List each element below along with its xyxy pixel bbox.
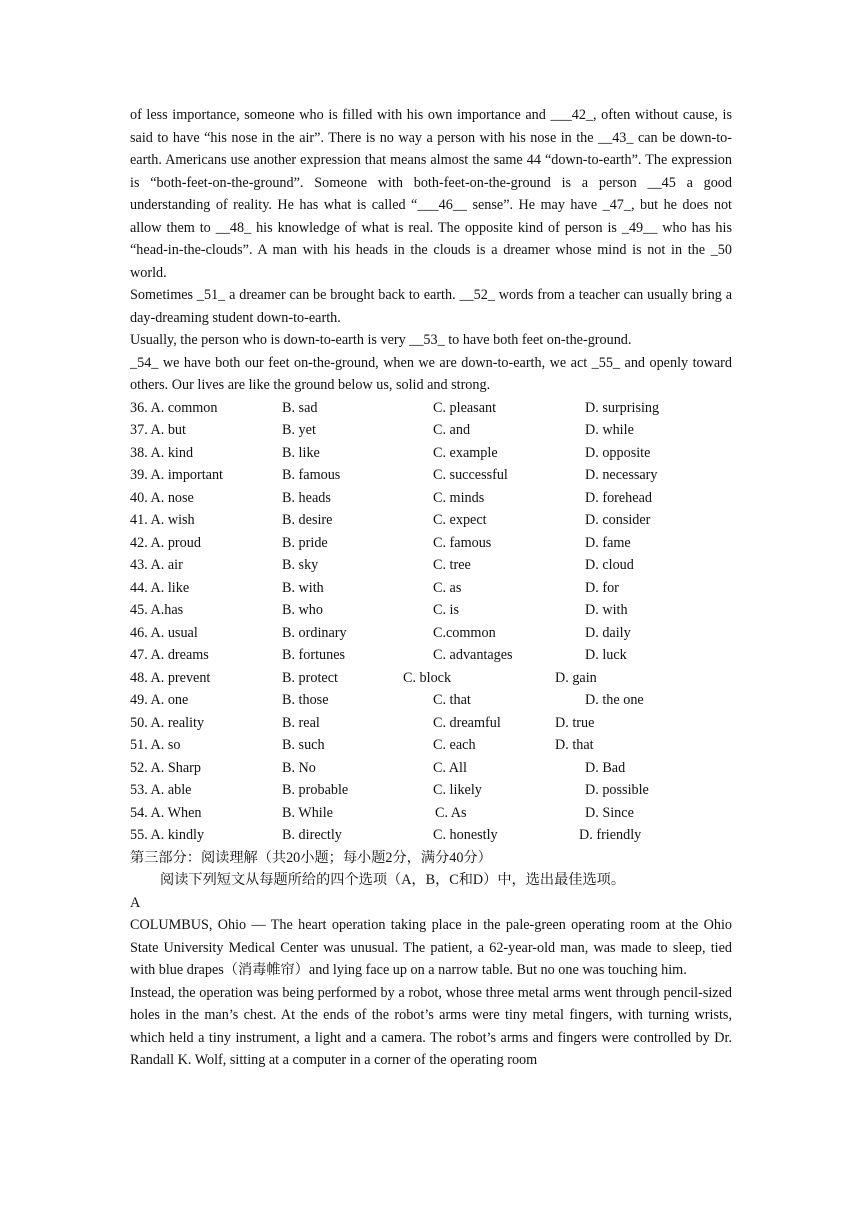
- option-c: C. minds: [433, 489, 485, 506]
- option-row: [130, 779, 732, 802]
- option-d: D. that: [555, 737, 594, 753]
- option-a: 48. A. prevent: [130, 669, 211, 686]
- reading-passage: [130, 914, 732, 1072]
- option-c: C. each: [433, 737, 476, 753]
- option-row: [130, 667, 732, 690]
- option-d: D. luck: [585, 647, 627, 663]
- option-d: D. surprising: [585, 399, 660, 416]
- option-b: B. pride: [282, 534, 328, 551]
- option-row: [130, 509, 732, 532]
- option-d: D. friendly: [579, 827, 642, 843]
- passage-label: A: [130, 894, 141, 911]
- option-c: C. example: [433, 444, 498, 461]
- option-c: C. expect: [433, 512, 487, 528]
- option-d: D. consider: [585, 512, 651, 528]
- option-a: 45. A.has: [130, 602, 184, 618]
- option-b: B. desire: [282, 512, 333, 528]
- option-a: 46. A. usual: [130, 624, 198, 641]
- option-a: 47. A. dreams: [130, 647, 209, 663]
- option-a: 40. A. nose: [130, 489, 194, 506]
- option-b: B. with: [282, 579, 324, 596]
- option-d: D. fame: [585, 534, 631, 551]
- option-a: 36. A. common: [130, 399, 218, 416]
- option-row: [130, 824, 732, 847]
- option-row: [130, 599, 732, 622]
- option-b: B. real: [282, 714, 320, 731]
- option-d: D. while: [585, 422, 634, 438]
- option-b: B. fortunes: [282, 647, 346, 663]
- option-b: B. directly: [282, 827, 342, 843]
- option-c: C. All: [433, 759, 467, 776]
- option-a: 37. A. but: [130, 422, 186, 438]
- option-row: [130, 622, 732, 645]
- option-row: [130, 734, 732, 757]
- option-b: B. sad: [282, 399, 318, 416]
- option-a: 53. A. able: [130, 782, 192, 798]
- option-a: 49. A. one: [130, 692, 189, 708]
- option-a: 43. A. air: [130, 557, 183, 573]
- option-d: D. opposite: [585, 444, 651, 461]
- option-d: D. cloud: [585, 557, 634, 573]
- option-c: C.common: [433, 624, 496, 641]
- option-d: D. necessary: [585, 467, 658, 483]
- cloze-paragraph: _54_ we have both our feet on-the-ground, when we are down-to-earth, we act _55_ and openly toward others. Our lives are like the ground below us, solid and strong.: [130, 354, 732, 393]
- option-row: [130, 397, 732, 420]
- option-b: B. who: [282, 602, 323, 618]
- option-d: D. possible: [585, 782, 649, 798]
- option-b: B. probable: [282, 782, 349, 798]
- option-d: D. with: [585, 602, 628, 618]
- option-b: B. yet: [282, 422, 316, 438]
- option-c: C. is: [433, 602, 460, 618]
- option-d: D. Since: [585, 804, 634, 821]
- option-b: B. heads: [282, 489, 331, 506]
- option-a: 39. A. important: [130, 467, 224, 483]
- option-d: D. the one: [585, 692, 644, 708]
- option-a: 38. A. kind: [130, 444, 194, 461]
- option-row: [130, 712, 732, 735]
- option-c: C. advantages: [433, 647, 513, 663]
- option-a: 44. A. like: [130, 579, 190, 596]
- option-c: C. tree: [433, 557, 471, 573]
- option-c: C. honestly: [433, 827, 498, 843]
- option-d: D. gain: [555, 669, 597, 686]
- section-heading: 第三部分：阅读理解（共20小题；每小题2分，满分40分）: [130, 849, 492, 866]
- option-a: 55. A. kindly: [130, 827, 205, 843]
- cloze-passage: [130, 104, 732, 397]
- option-d: D. true: [555, 714, 595, 731]
- option-row: [130, 577, 732, 600]
- document-page: [130, 104, 732, 1072]
- option-b: B. those: [282, 692, 329, 708]
- cloze-paragraph: of less importance, someone who is filled with his own importance and ___42_, often without cause, is said to have “his nose in the air”. There is no way a person with his nose in the __43_ can be down-to-earth. Americans use another expression that means almost the same 44 “down-to-earth”. The expression is “both-feet-on-the-ground”. Someone with both-feet-on-the-ground is a person __45 a good understanding of reality. He has what is called “___46__ sense”. He may have _47_, but he does not allow them to __48_ his knowledge of what is real. The opposite kind of person is _49__ who has his “head-in-the-clouds”. A man with his heads in the clouds is a dreamer whose mind is not in the _50 world.: [130, 107, 732, 281]
- option-b: B. like: [282, 444, 320, 461]
- option-a: 41. A. wish: [130, 512, 195, 528]
- option-b: B. famous: [282, 467, 341, 483]
- option-a: 52. A. Sharp: [130, 759, 201, 776]
- option-c: C. pleasant: [433, 399, 497, 416]
- cloze-paragraph: Sometimes _51_ a dreamer can be brought back to earth. __52_ words from a teacher can usually bring a day-dreaming student down-to-earth.: [130, 287, 732, 326]
- option-d: D. forehead: [585, 489, 652, 506]
- option-row: [130, 464, 732, 487]
- option-b: B. protect: [282, 669, 338, 686]
- option-c: C. likely: [433, 782, 482, 798]
- passage-paragraph: COLUMBUS, Ohio — The heart operation taking place in the pale-green operating room at the Ohio State University Medical Center was unusual. The patient, a 62-year-old man, was made to sleep, tied with blue drapes（消毒帷帘）and lying face up on a narrow table. But no one was touching him.: [130, 917, 732, 978]
- section-instruction: 阅读下列短文从每题所给的四个选项（A，B，C和D）中，选出最佳选项。: [160, 872, 626, 888]
- option-row: [130, 554, 732, 577]
- option-a: 51. A. so: [130, 737, 181, 753]
- option-b: B. sky: [282, 557, 319, 573]
- cloze-paragraph: Usually, the person who is down-to-earth is very __53_ to have both feet on-the-ground.: [130, 332, 632, 348]
- option-a: 42. A. proud: [130, 534, 201, 551]
- option-d: D. for: [585, 579, 619, 596]
- option-a: 54. A. When: [130, 804, 202, 821]
- option-row: [130, 757, 732, 780]
- option-b: B. While: [282, 804, 333, 821]
- option-row: [130, 442, 732, 465]
- option-c: C. famous: [433, 534, 492, 551]
- option-c: C. and: [433, 422, 471, 438]
- option-row: [130, 532, 732, 555]
- option-b: B. such: [282, 737, 325, 753]
- option-c: C. that: [433, 692, 471, 708]
- option-c: C. as: [433, 579, 462, 596]
- option-a: 50. A. reality: [130, 714, 205, 731]
- option-row: [130, 689, 732, 712]
- option-b: B. ordinary: [282, 624, 347, 641]
- option-row: [130, 487, 732, 510]
- option-row: [130, 644, 732, 667]
- option-c: C. dreamful: [433, 714, 501, 731]
- section-three: [130, 847, 732, 1072]
- option-d: D. Bad: [585, 759, 626, 776]
- passage-paragraph: Instead, the operation was being performed by a robot, whose three metal arms went through pencil-sized holes in the man’s chest. At the ends of the robot’s arms were tiny metal fingers, with turning wrists, which held a tiny instrument, a light and a camera. The robot’s arms and fingers were controlled by Dr. Randall K. Wolf, sitting at a computer in a corner of the operating room: [130, 984, 732, 1068]
- option-c: C. As: [435, 804, 467, 821]
- option-c: C. block: [403, 669, 452, 686]
- option-b: B. No: [282, 759, 316, 776]
- option-c: C. successful: [433, 467, 508, 483]
- option-row: [130, 419, 732, 442]
- option-d: D. daily: [585, 624, 631, 641]
- option-row: [130, 802, 732, 825]
- options-list: [130, 397, 732, 847]
